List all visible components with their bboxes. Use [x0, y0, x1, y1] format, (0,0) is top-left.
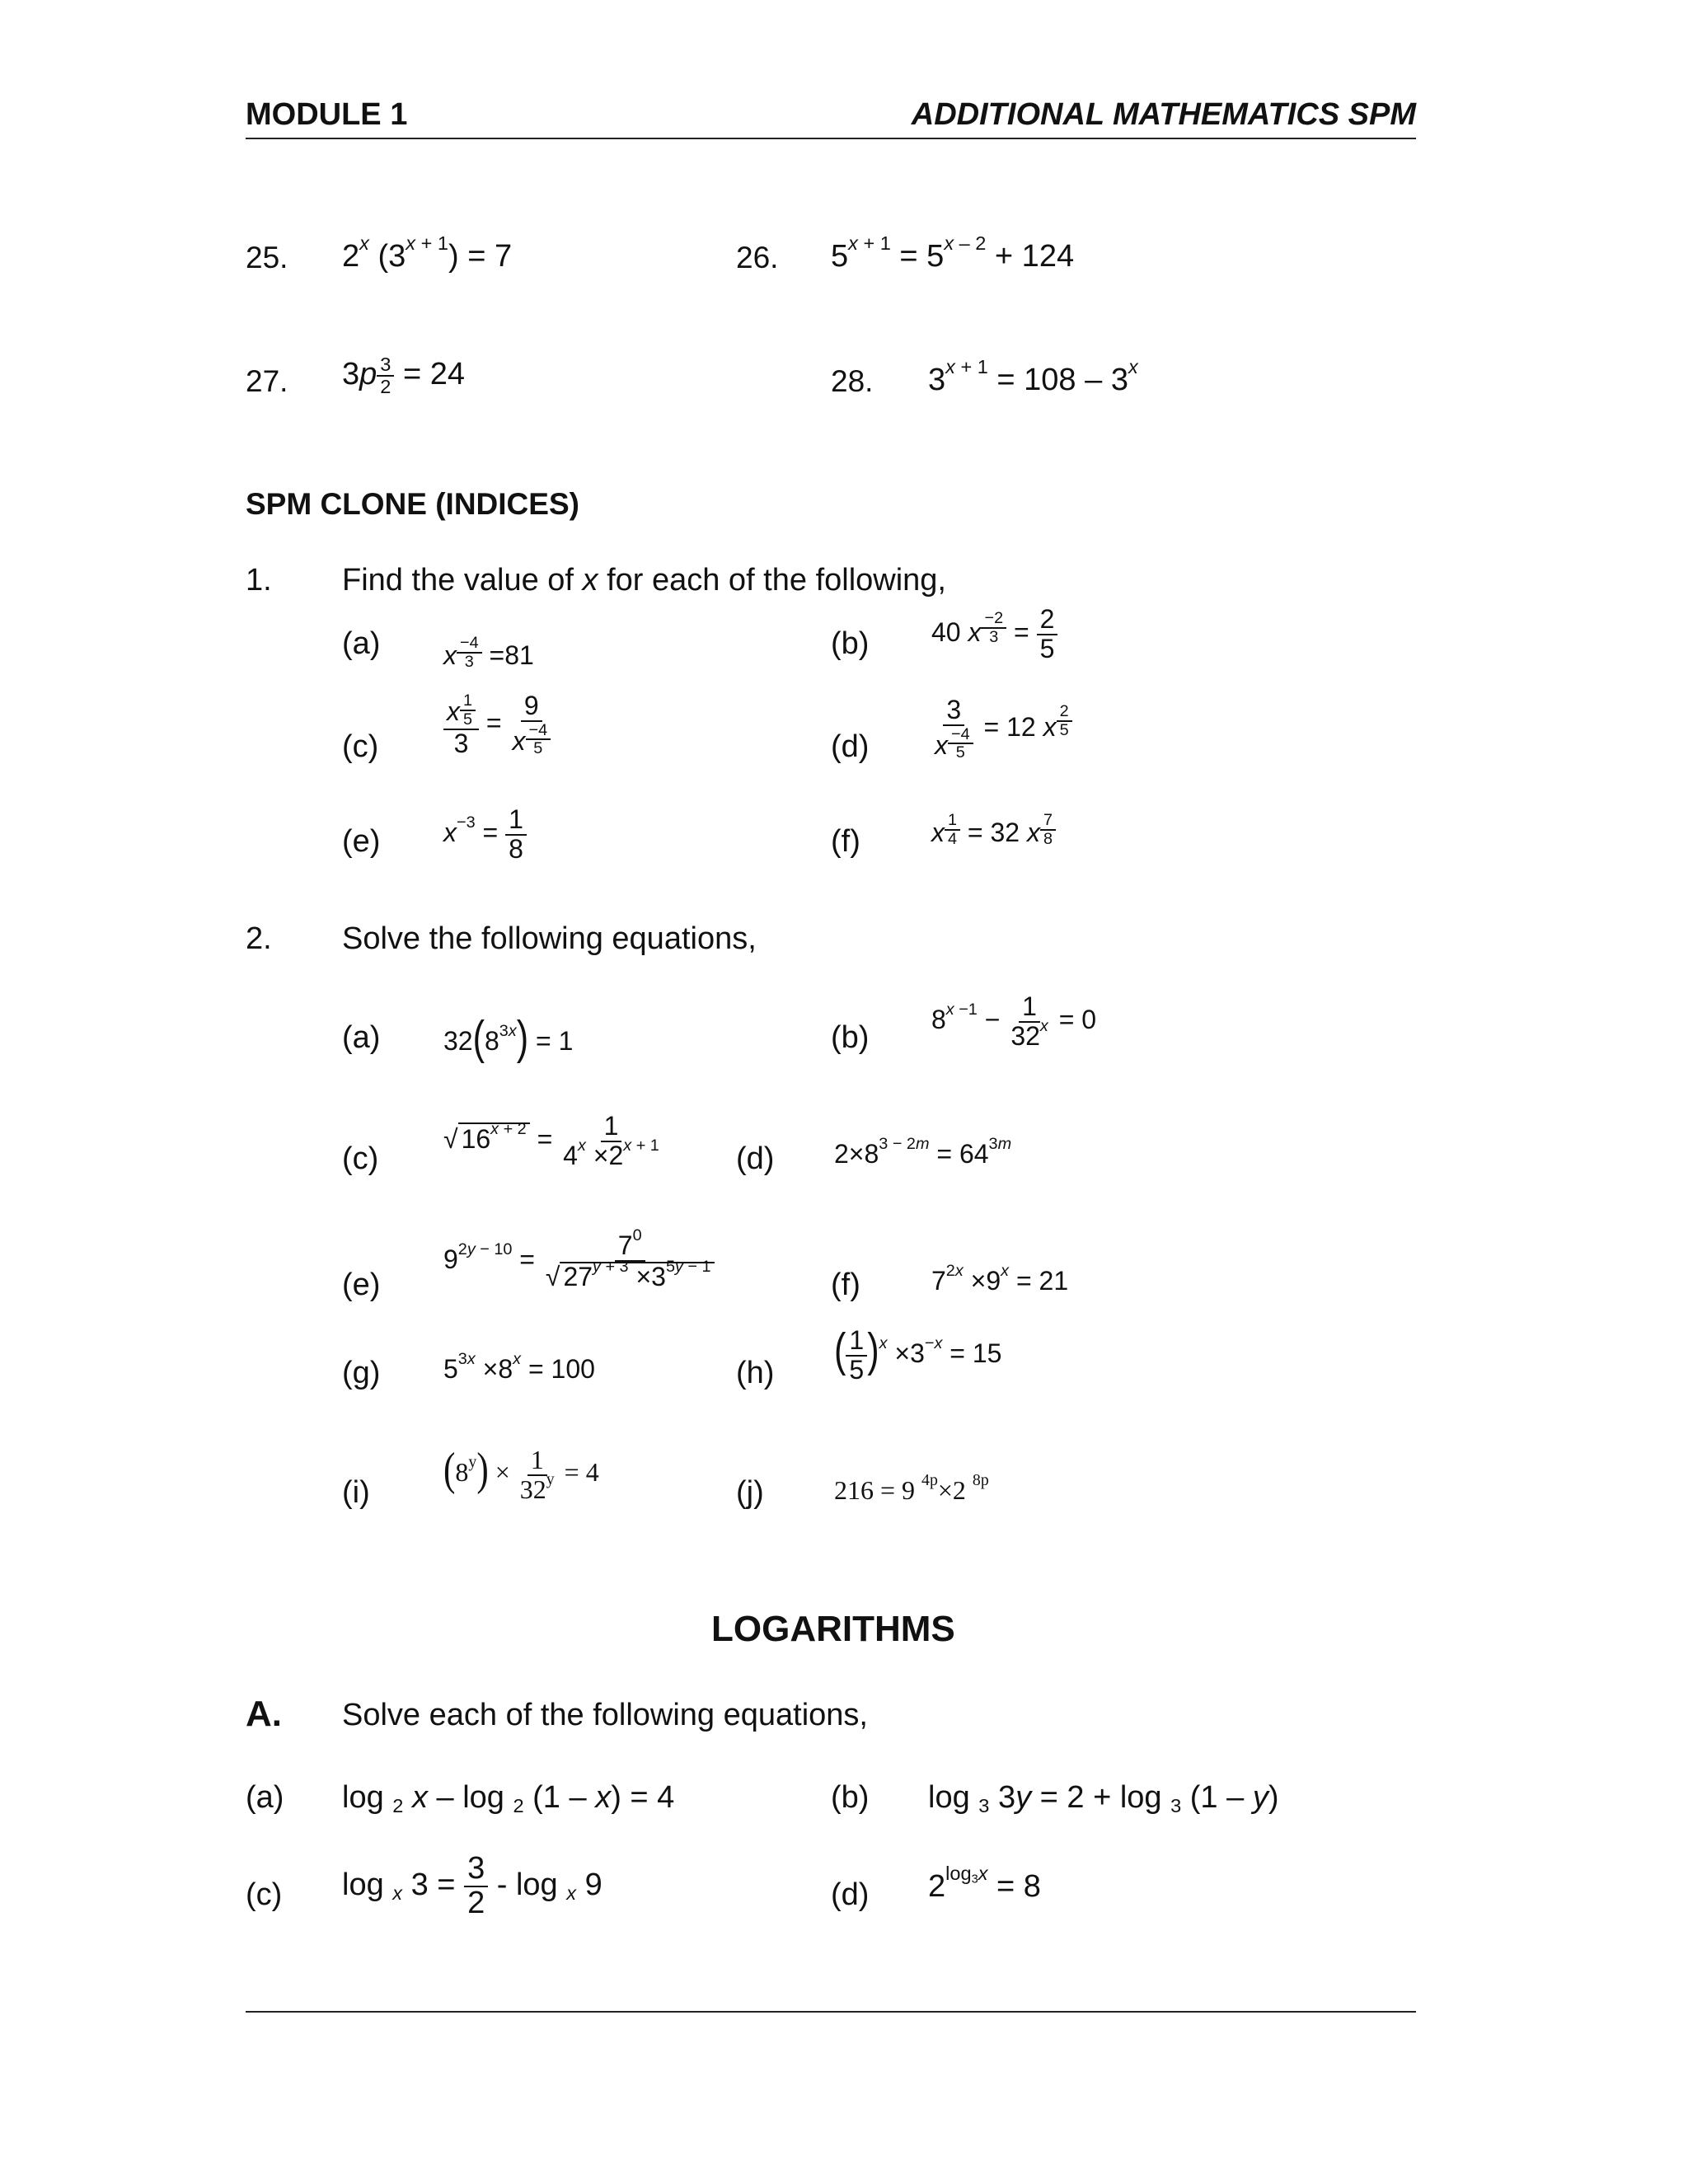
q2-equation-j: 216 = 9 $^{4p}$×2 $^{8p}$ [834, 1471, 989, 1505]
question-26-equation: $5^{x + 1} = 5^{x - 2} + 124$ [831, 232, 1075, 274]
q2-label-g: (g) [342, 1356, 381, 1390]
q2-label-c: (c) [342, 1141, 379, 1176]
q1-label-d: (d) [831, 729, 870, 764]
log-equation-d: $2^{log_3x} = 8$ [928, 1862, 1041, 1904]
q2-equation-c: √ $16^{x + 2}$ = $\frac{1}{4^x \times 2^{x + 1}}$ [443, 1111, 659, 1170]
log-equation-a: log $_2$ x – log $_2$ (1 – x) = 4 [342, 1780, 675, 1816]
q1-label-a: (a) [342, 626, 381, 661]
log-label-d: (d) [831, 1877, 870, 1912]
section-title-indices: SPM CLONE (INDICES) [246, 487, 579, 521]
q1-label-b: (b) [831, 626, 870, 661]
footer-rule [246, 2011, 1416, 2013]
question-28-equation: $3^{x + 1} = 108 - 3^x$ [928, 355, 1138, 397]
q1-equation-e: $x^{-3}$ = $\frac{1}{8}$ [443, 806, 527, 863]
q1-label-c: (c) [342, 729, 379, 764]
q2-equation-e: $9^{2y - 10}$ = $\frac{7^0}{√ 27^{y + 3} \times 3^{5y - 1}}$ [443, 1232, 718, 1291]
q1-label-e: (e) [342, 824, 381, 859]
q2-label-h: (h) [736, 1356, 775, 1390]
q2-equation-i: $(8^y)$ × $\frac{1}{32^y}$ = 4 [443, 1444, 599, 1504]
section-title-logarithms: LOGARITHMS [711, 1609, 955, 1649]
q1-label-f: (f) [831, 824, 860, 859]
logarithms-part-a-label: A. [246, 1694, 282, 1734]
log-label-b: (b) [831, 1780, 870, 1815]
question-26-number: 26. [736, 241, 779, 274]
q1-equation-b: 40 x $\frac{-2}{3}$ = $\frac{2}{5}$ [931, 606, 1057, 663]
q2-label-j: (j) [736, 1475, 764, 1510]
log-label-a: (a) [246, 1780, 284, 1815]
q2-label-b: (b) [831, 1020, 870, 1055]
q2-equation-f: $7^{2x} \times 9^x = 21$ [931, 1262, 1069, 1296]
q1-equation-d: 3 x $\frac{-4}{5}$ = 12 x $\frac{2}{5}$ [931, 696, 1072, 762]
question-27-equation: 3p $\frac{3}{2}$ = 24 [342, 354, 465, 397]
q2-equation-d: $2\times 8^{3 - 2m} = 64^{3m}$ [834, 1135, 1012, 1169]
q1-equation-a: x $\frac{-4}{3}$ =81 [443, 634, 534, 671]
q2-label-d: (d) [736, 1141, 775, 1176]
log-label-c: (c) [246, 1877, 283, 1912]
clone-q1-instruction: Find the value of x for each of the following, [342, 563, 946, 598]
logarithms-part-a-instruction: Solve each of the following equations, [342, 1698, 868, 1732]
q2-equation-g: $5^{3x} \times 8^x = 100$ [443, 1350, 595, 1384]
subject-title: ADDITIONAL MATHEMATICS SPM [911, 97, 1416, 132]
q1-equation-c: x $\frac{1}{5}$ 3 = 9 x $\frac{-4}{5}$ [443, 692, 554, 757]
q2-label-i: (i) [342, 1475, 370, 1510]
q2-equation-h: ( $\frac{1}{5}$ )$^x \times 3^{-x} = 15$ [834, 1324, 1002, 1385]
clone-q1-number: 1. [246, 563, 272, 598]
log-equation-c: log $_x$ 3 = $\frac{3}{2}$ - log $_x$ 9 [342, 1851, 603, 1920]
question-25-number: 25. [246, 241, 288, 274]
header-rule [246, 138, 1416, 139]
clone-q2-number: 2. [246, 921, 272, 956]
module-title: MODULE 1 [246, 97, 408, 132]
q1-equation-f: x $\frac{1}{4}$ = 32 x $\frac{7}{8}$ [931, 812, 1056, 848]
log-equation-b: log $_3$ 3y = 2 + log $_3$ (1 – y) [928, 1780, 1279, 1816]
q2-label-f: (f) [831, 1268, 860, 1302]
q2-label-a: (a) [342, 1020, 381, 1055]
q2-equation-a: $32(8^{3x}) = 1$ [443, 1012, 574, 1065]
question-25-equation: 2$^x$ $(3^{x + 1}) = 7$ [342, 232, 513, 274]
q2-label-e: (e) [342, 1268, 381, 1302]
question-28-number: 28. [831, 364, 874, 398]
q2-equation-b: $8^{x -1}$ − $\frac{1}{32^x}$ = 0 [931, 991, 1097, 1051]
clone-q2-instruction: Solve the following equations, [342, 921, 757, 956]
question-27-number: 27. [246, 364, 288, 398]
